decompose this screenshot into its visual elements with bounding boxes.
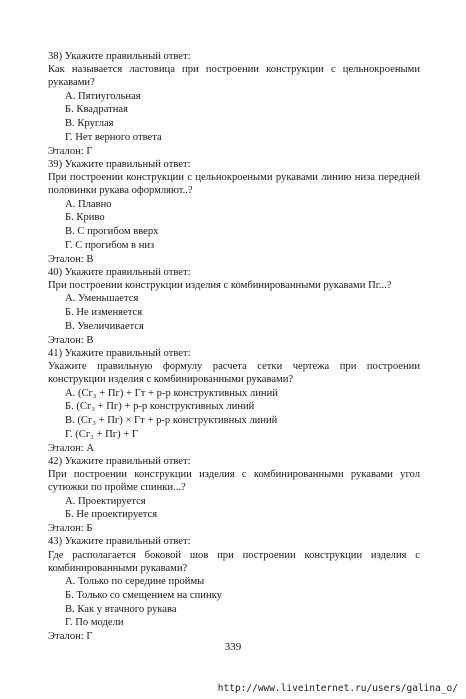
question-block xyxy=(48,455,420,535)
answer-key: Эталон: В xyxy=(48,253,94,265)
answer-option: В. Как у втачного рукава xyxy=(65,603,177,615)
watermark-url: http://www.liveinternet.ru/users/galina_o/ xyxy=(217,683,458,694)
answer-option: Г. С прогибом в низ xyxy=(65,240,155,251)
answer-option: А. (Сг₃ + Пг) + Гт + р-р конструктивных линий xyxy=(65,387,278,399)
question-text: Как называется ластовица при построении конструкции с цельнокроеными рукавами? xyxy=(48,64,420,89)
answer-key: Эталон: В xyxy=(48,334,94,346)
answer-option: А. Уменьшается xyxy=(65,293,139,305)
question-block xyxy=(48,266,420,347)
answer-option: Б. Не проектируется xyxy=(65,509,158,521)
question-title: 41) Укажите правильный ответ: xyxy=(48,348,191,359)
answer-option: Г. Нет верного ответа xyxy=(65,132,162,143)
question-text: Где располагается боковой шов при построении конструкции изделия с комбинированными рукавами? xyxy=(48,549,420,574)
answer-key: Эталон: А xyxy=(48,442,95,454)
answer-option: Г. (Сг₃ + Пг) + Г xyxy=(65,429,139,440)
question-title: 42) Укажите правильный ответ: xyxy=(48,456,191,467)
question-text: При построении конструкции изделия с комбинированными рукавами Пг...? xyxy=(48,280,392,292)
question-title: 38) Укажите правильный ответ: xyxy=(48,51,191,62)
question-block xyxy=(48,158,420,266)
answer-option: Б. (Сг₃ + Пг) + р-р конструктивных линий xyxy=(65,401,255,413)
answer-option: В. (Сг₃ + Пг) × Гт + р-р конструктивных линий xyxy=(65,415,278,427)
answer-option: А. Только по середине проймы xyxy=(65,576,205,588)
answer-key: Эталон: Г xyxy=(48,145,93,157)
answer-option: Б. Не изменяется xyxy=(65,307,143,319)
answer-option: А. Плавно xyxy=(65,198,112,210)
answer-option: В. Увеличивается xyxy=(65,321,144,332)
question-title: 40) Укажите правильный ответ: xyxy=(48,267,191,278)
question-text: При построении конструкции с цельнокроеными рукавами линию низа передней половинки рукава оформляют..? xyxy=(48,172,420,197)
answer-key: Эталон: Б xyxy=(48,523,93,535)
question-text: При построении конструкции изделия с комбинированными рукавами угол сутюжки по пройме спинки...? xyxy=(48,469,420,494)
question-block xyxy=(48,50,420,158)
answer-option: Б. Квадратная xyxy=(65,104,128,116)
answer-option: В. Круглая xyxy=(65,118,114,130)
questions-list xyxy=(48,50,420,643)
page-number: 339 xyxy=(224,641,242,653)
answer-option: Г. По модели xyxy=(65,617,124,629)
answer-option: Б. Криво xyxy=(65,212,105,224)
answer-option: А. Проектируется xyxy=(65,495,146,507)
question-title: 39) Укажите правильный ответ: xyxy=(48,159,191,170)
question-block xyxy=(48,347,420,455)
answer-option: В. С прогибом вверх xyxy=(65,226,159,238)
question-title: 43) Укажите правильный ответ: xyxy=(48,536,191,548)
question-text: Укажите правильную формулу расчета сетки чертежа при построении конструкции изделия с комбинированными рукавами? xyxy=(48,361,420,386)
question-block xyxy=(48,535,420,643)
answer-option: А. Пятиугольная xyxy=(65,90,141,102)
answer-key: Эталон: Г xyxy=(48,631,93,643)
answer-option: Б. Только со смещением на спинку xyxy=(65,589,222,601)
